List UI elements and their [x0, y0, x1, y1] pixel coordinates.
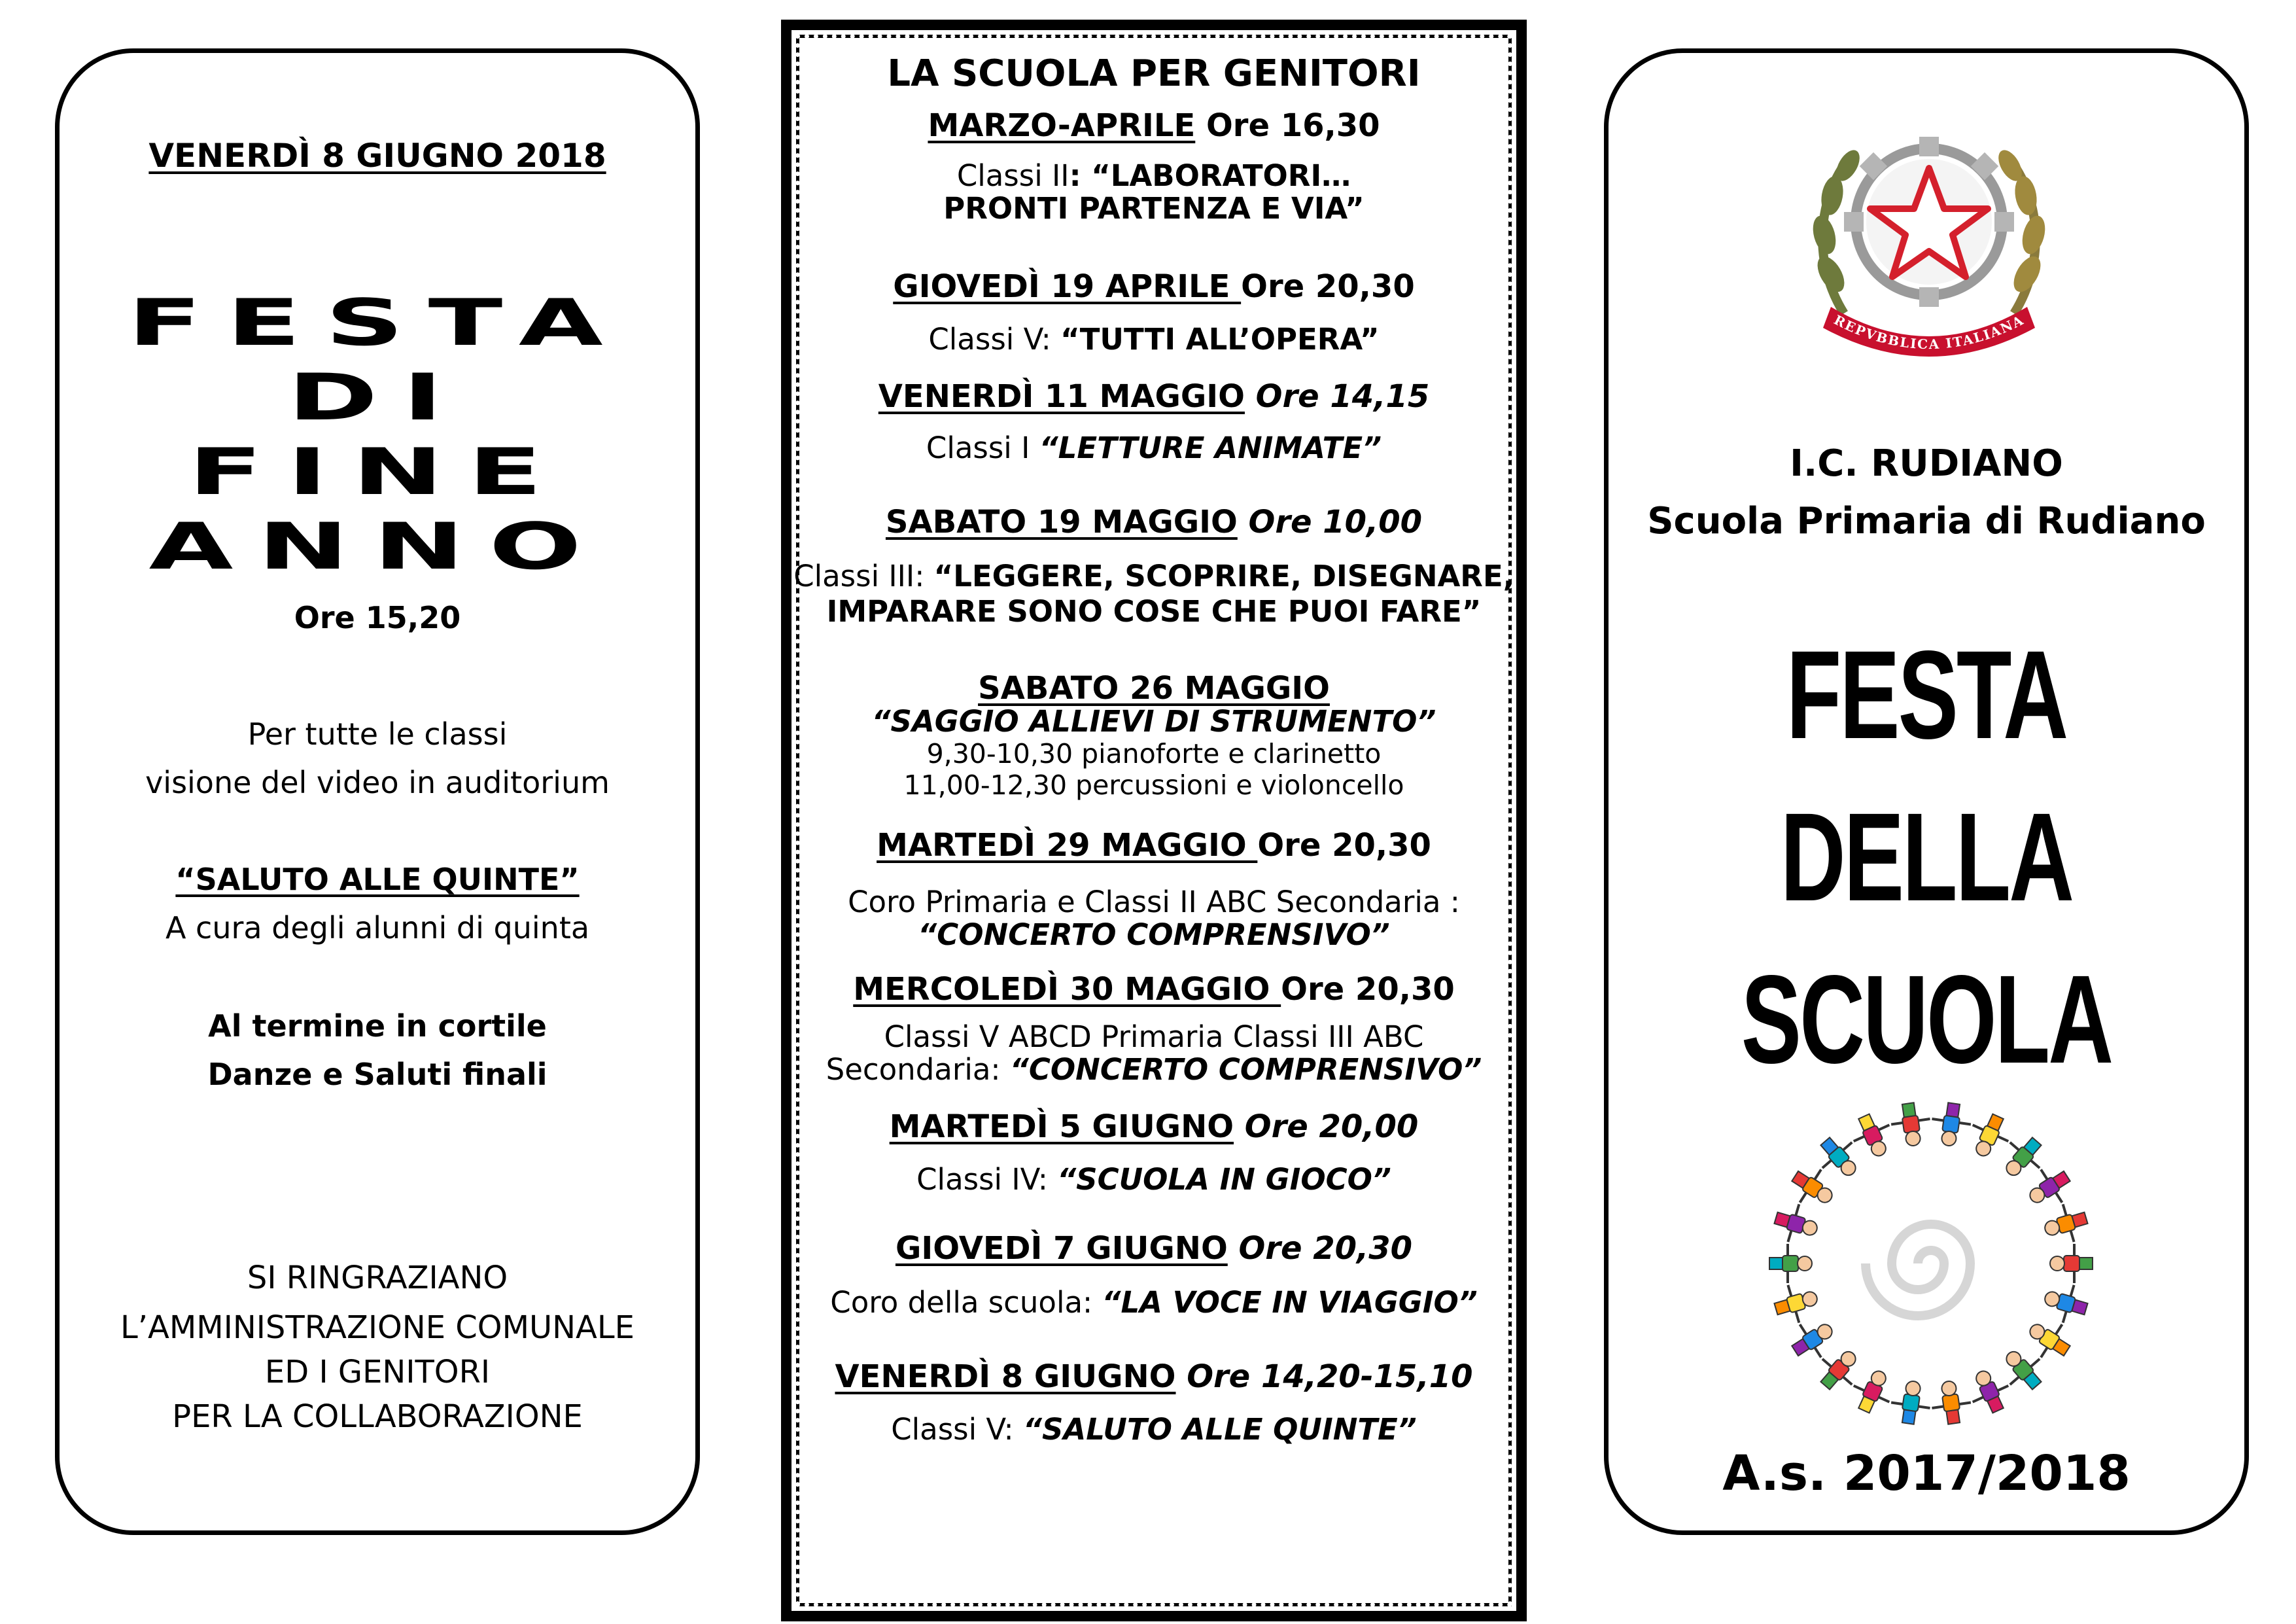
- event-time: Ore 14,20-15,10: [1175, 1358, 1473, 1395]
- end-line-2: Danze e Saluti finali: [207, 1057, 548, 1092]
- event-time: Ore 20,30: [1227, 1230, 1413, 1267]
- event-date: VENERDÌ 8 GIUGNO: [835, 1358, 1176, 1395]
- event-desc-bold: “LEGGERE, SCOPRIRE, DISEGNARE,: [933, 559, 1514, 593]
- right-panel: [1604, 48, 2249, 1535]
- event-9-desc: [791, 1285, 1516, 1320]
- event-date: MARTEDÌ 5 GIUGNO: [889, 1108, 1234, 1145]
- event-7-heading: [791, 971, 1516, 1008]
- title-line-3: FINE: [188, 435, 567, 510]
- middle-panel: [781, 20, 1527, 1621]
- event-4-heading: [791, 504, 1516, 540]
- event-desc-pre: Classi III:: [793, 559, 934, 593]
- event-9-heading: [791, 1230, 1516, 1267]
- event-6-heading: [791, 827, 1516, 864]
- event-1-desc: [791, 158, 1516, 193]
- event-7-desc: Classi V ABCD Primaria Classi III ABC: [884, 1019, 1424, 1054]
- info-line-2: visione del video in auditorium: [145, 765, 610, 800]
- school-year: A.s. 2017/2018: [1722, 1445, 2131, 1502]
- event-8-desc: [791, 1162, 1516, 1197]
- children-circle-icon: [1751, 1087, 2111, 1440]
- event-desc-bold: : “LABORATORI…: [1069, 158, 1351, 193]
- event-1-desc-2: PRONTI PARTENZA E VIA”: [943, 191, 1365, 226]
- thanks-line-2: L’AMMINISTRAZIONE COMUNALE: [120, 1309, 635, 1346]
- event-date: SABATO 19 MAGGIO: [885, 504, 1238, 540]
- event-5-date: SABATO 26 MAGGIO: [978, 670, 1330, 707]
- svg-text:REPVBBLICA ITALIANA: [1832, 312, 2026, 353]
- end-line-1: Al termine in cortile: [208, 1008, 547, 1044]
- event-date: MARTEDÌ 29 MAGGIO: [877, 827, 1258, 864]
- festa-title-line-2: DELLA: [1780, 786, 2073, 927]
- event-desc-bold: “LETTURE ANIMATE”: [1039, 431, 1382, 465]
- event-desc-bold: “CONCERTO COMPRENSIVO”: [1009, 1052, 1482, 1087]
- event-time: Ore 20,30: [1257, 827, 1431, 864]
- thanks-line-3: ED I GENITORI: [264, 1354, 491, 1390]
- event-time: Ore 20,00: [1234, 1108, 1419, 1145]
- event-desc-pre: Coro della scuola:: [830, 1285, 1102, 1320]
- event-4-desc-2: IMPARARE SONO COSE CHE PUOI FARE”: [826, 594, 1482, 629]
- event-time: Ore 16,30: [1195, 107, 1380, 144]
- event-desc-pre: Classi V:: [891, 1412, 1023, 1447]
- event-10-heading: [791, 1358, 1516, 1395]
- thanks-line-1: SI RINGRAZIANO: [247, 1260, 508, 1296]
- event-5-line-2: 11,00-12,30 percussioni e violoncello: [903, 769, 1404, 801]
- event-5-subtitle: “SAGGIO ALLIEVI DI STRUMENTO”: [871, 704, 1436, 739]
- event-5-line-1: 9,30-10,30 pianoforte e clarinetto: [926, 738, 1382, 769]
- left-panel: [55, 48, 700, 1535]
- school-name: Scuola Primaria di Rudiano: [1647, 500, 2206, 542]
- event-1-heading: [791, 107, 1516, 144]
- event-desc-pre: Classi V:: [928, 322, 1061, 357]
- event-8-heading: [791, 1108, 1516, 1145]
- event-time: Ore 10,00: [1237, 504, 1423, 540]
- show-credits: A cura degli alunni di quinta: [165, 910, 590, 945]
- event-time: Ore 15,20: [294, 600, 461, 635]
- event-10-desc: [791, 1412, 1516, 1447]
- event-date: MERCOLEDÌ 30 MAGGIO: [853, 971, 1281, 1008]
- program-title: LA SCUOLA PER GENITORI: [887, 52, 1421, 95]
- info-line-1: Per tutte le classi: [247, 716, 508, 752]
- event-date: MARZO-APRILE: [928, 107, 1196, 144]
- title-line-4: ANNO: [148, 510, 606, 584]
- event-desc-bold: “TUTTI ALL’OPERA”: [1060, 322, 1380, 357]
- event-desc-pre: Classi I: [926, 431, 1039, 465]
- emblem-ribbon-text: REPVBBLICA ITALIANA: [1831, 311, 2027, 353]
- event-7-desc-2: [791, 1052, 1516, 1087]
- event-desc-pre: Classi II: [956, 158, 1070, 193]
- event-time: Ore 14,15: [1244, 378, 1430, 415]
- event-time: Ore 20,30: [1241, 268, 1415, 305]
- event-date: VENERDÌ 8 GIUGNO 2018: [148, 137, 606, 175]
- thanks-line-4: PER LA COLLABORAZIONE: [172, 1398, 583, 1435]
- republic-emblem-icon: [1805, 117, 2053, 359]
- title-line-2: DI: [287, 361, 468, 435]
- event-desc-bold: “SCUOLA IN GIOCO”: [1057, 1162, 1391, 1197]
- festa-title-line-1: FESTA: [1786, 624, 2067, 765]
- event-desc-pre: Classi IV:: [916, 1162, 1058, 1197]
- show-title: “SALUTO ALLE QUINTE”: [175, 862, 580, 897]
- event-date: VENERDÌ 11 MAGGIO: [878, 378, 1245, 415]
- event-desc-pre: Secondaria:: [826, 1052, 1010, 1087]
- event-3-desc: [791, 431, 1516, 465]
- event-2-heading: [791, 268, 1516, 305]
- event-3-heading: [791, 378, 1516, 415]
- event-desc-bold: “SALUTO ALLE QUINTE”: [1022, 1412, 1417, 1447]
- event-6-desc: Coro Primaria e Classi II ABC Secondaria :: [848, 885, 1460, 919]
- event-2-desc: [791, 322, 1516, 357]
- event-date: GIOVEDÌ 7 GIUGNO: [895, 1230, 1228, 1267]
- event-date: GIOVEDÌ 19 APRILE: [893, 268, 1242, 305]
- school-institute: I.C. RUDIANO: [1790, 442, 2063, 485]
- festa-title-line-3: SCUOLA: [1741, 949, 2112, 1089]
- title-line-1: FESTA: [127, 286, 628, 361]
- event-time: Ore 20,30: [1281, 971, 1455, 1008]
- event-6-desc-2: “CONCERTO COMPRENSIVO”: [918, 917, 1390, 952]
- event-4-desc: [791, 559, 1516, 593]
- event-desc-bold: “LA VOCE IN VIAGGIO”: [1102, 1285, 1478, 1320]
